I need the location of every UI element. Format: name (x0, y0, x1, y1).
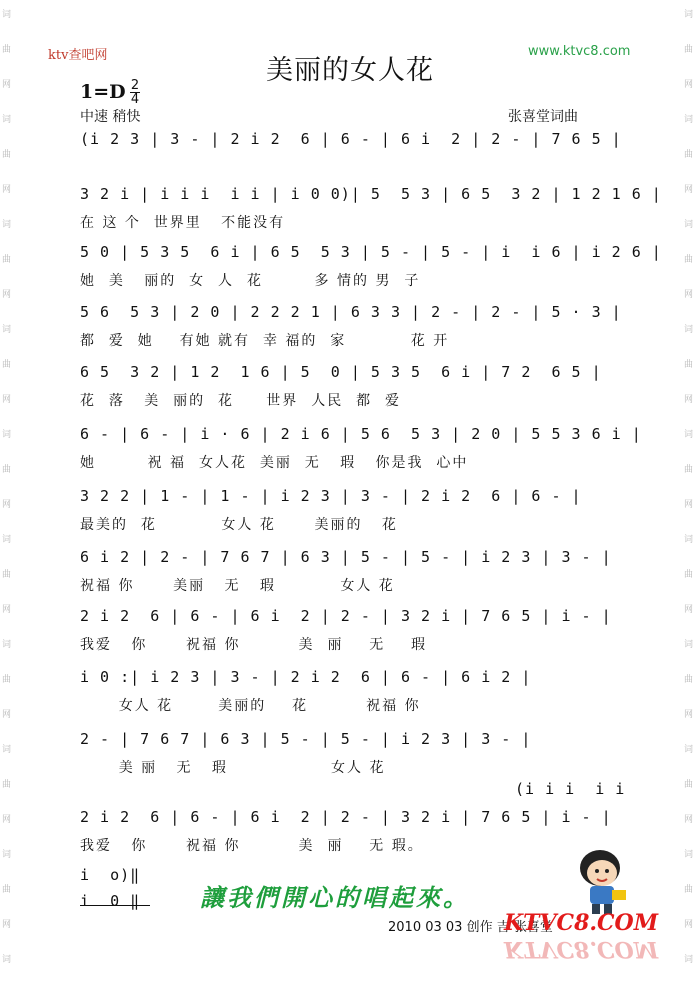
notation-row: 2 i 2 6 | 6 - | 6 i 2 | 2 - | 3 2 i | 7 6 5 | i - | (80, 808, 612, 826)
watermark-glyph: 网 (684, 920, 694, 930)
slogan: 讓我們開心的唱起來。 (200, 884, 470, 912)
lyrics-row: 她 美 丽的 女 人 花 多 情的 男 子 (80, 273, 421, 289)
watermark-glyph: 网 (684, 395, 694, 405)
notation-row: 6 - | 6 - | i · 6 | 2 i 6 | 5 6 5 3 | 2 0 | 5 5 3 6 i | (80, 425, 642, 443)
lyrics-row: 我爱 你 祝福 你 美 丽 无 瑕。 (80, 838, 424, 854)
watermark-glyph: 网 (684, 500, 694, 510)
watermark-glyph: 曲 (2, 360, 12, 370)
lyrics-row: 最美的 花 女人 花 美丽的 花 (80, 517, 398, 533)
watermark-glyph: 网 (2, 500, 12, 510)
logo-reflection: KTVC8.COM (504, 936, 659, 962)
footer-date-credit: 2010 03 03 创作 吉 张喜堂 (388, 920, 553, 935)
watermark-glyph: 曲 (684, 360, 694, 370)
watermark-glyph: 词 (684, 10, 694, 20)
watermark-glyph: 词 (2, 850, 12, 860)
notation-row: i 0 :| i 2 3 | 3 - | 2 i 2 6 | 6 - | 6 i 2 | (80, 668, 532, 686)
ktvc8-logo (500, 906, 659, 966)
lyrics-row: 我爱 你 祝福 你 美 丽 无 瑕 (80, 637, 428, 653)
watermark-glyph: 曲 (684, 885, 694, 895)
lyrics-row: 在 这 个 世界里 不能没有 (80, 215, 286, 231)
watermark-glyph: 词 (684, 745, 694, 755)
watermark-glyph: 网 (684, 80, 694, 90)
notation-row: 2 - | 7 6 7 | 6 3 | 5 - | 5 - | i 2 3 | 3 - | (80, 730, 532, 748)
notation-row: (i 2 3 | 3 - | 2 i 2 6 | 6 - | 6 i 2 | 2 - | 7 6 5 | (80, 130, 622, 148)
watermark-glyph: 曲 (2, 465, 12, 475)
watermark-glyph: 曲 (2, 570, 12, 580)
watermark-glyph: 曲 (2, 675, 12, 685)
notation-row: 3 2 2 | 1 - | 1 - | i 2 3 | 3 - | 2 i 2 6 | 6 - | (80, 487, 582, 505)
meter-top: 2 (130, 78, 140, 93)
watermark-glyph: 词 (2, 745, 12, 755)
watermark-glyph: 网 (684, 185, 694, 195)
watermark-glyph: 曲 (684, 675, 694, 685)
notation-row: 5 6 5 3 | 2 0 | 2 2 2 1 | 6 3 3 | 2 - | 2 - | 5 · 3 | (80, 303, 622, 321)
watermark-glyph: 网 (2, 395, 12, 405)
watermark-glyph: 网 (2, 80, 12, 90)
watermark-glyph: 词 (2, 535, 12, 545)
watermark-glyph: 词 (684, 115, 694, 125)
ending-notes-bottom: i 0 ‖ (80, 892, 141, 910)
watermark-glyph: 曲 (2, 45, 12, 55)
notation-row: 3 2 i | i i i i i | i 0 0)| 5 5 3 | 6 5 3 2 | 1 2 1 6 | (80, 185, 662, 203)
ending-notes-top: i o)‖ (80, 866, 141, 884)
key-signature: 1=D (80, 81, 126, 103)
watermark-glyph: 网 (2, 290, 12, 300)
lyrics-row: 都 爱 她 有她 就有 幸 福的 家 花 开 (80, 333, 450, 349)
watermark-glyph: 词 (684, 535, 694, 545)
notation-row: 6 5 3 2 | 1 2 1 6 | 5 0 | 5 3 5 6 i | 7 2 6 5 | (80, 363, 602, 381)
author-credit: 张喜堂词曲 (508, 109, 578, 125)
notation-row: 2 i 2 6 | 6 - | 6 i 2 | 2 - | 3 2 i | 7 6 5 | i - | (80, 607, 612, 625)
lyrics-row: 祝福 你 美丽 无 瑕 女人 花 (80, 578, 395, 594)
watermark-glyph: 词 (2, 325, 12, 335)
watermark-glyph: 网 (684, 605, 694, 615)
watermark-glyph: 词 (684, 640, 694, 650)
watermark-glyph: 词 (684, 430, 694, 440)
right-watermark-column (684, 0, 698, 1000)
watermark-glyph: 曲 (684, 150, 694, 160)
watermark-glyph: 网 (2, 185, 12, 195)
ossia-notes: (i i i i i (515, 780, 626, 798)
song-title: 美丽的女人花 (266, 55, 434, 86)
meter-bottom: 4 (130, 92, 140, 107)
watermark-glyph: 词 (2, 640, 12, 650)
watermark-glyph: 曲 (684, 780, 694, 790)
time-signature (130, 79, 140, 106)
watermark-glyph: 词 (2, 10, 12, 20)
watermark-glyph: 曲 (2, 150, 12, 160)
notation-row: 5 0 | 5 3 5 6 i | 6 5 5 3 | 5 - | 5 - | i i 6 | i 2 6 | (80, 243, 662, 261)
watermark-glyph: 曲 (2, 885, 12, 895)
watermark-glyph: 词 (684, 325, 694, 335)
watermark-glyph: 词 (2, 955, 12, 965)
watermark-glyph: 曲 (684, 570, 694, 580)
lyrics-row: 美 丽 无 瑕 女人 花 (80, 760, 386, 776)
watermark-glyph: 曲 (684, 45, 694, 55)
watermark-glyph: 网 (684, 290, 694, 300)
watermark-glyph: 网 (2, 710, 12, 720)
watermark-glyph: 网 (2, 815, 12, 825)
watermark-glyph: 曲 (2, 780, 12, 790)
watermark-glyph: 词 (2, 430, 12, 440)
watermark-glyph: 词 (684, 220, 694, 230)
lyrics-row: 花 落 美 丽的 花 世界 人民 都 爱 (80, 393, 402, 409)
watermark-glyph: 网 (2, 605, 12, 615)
watermark-glyph: 词 (684, 850, 694, 860)
watermark-glyph: 网 (684, 815, 694, 825)
site-right-url[interactable]: www.ktvc8.com (528, 44, 631, 59)
site-left-logo-text[interactable]: ktv查吧网 (48, 48, 108, 63)
lyrics-row: 她 祝 福 女人花 美丽 无 瑕 你是我 心中 (80, 455, 469, 471)
watermark-glyph: 词 (2, 115, 12, 125)
logo-text: KTVC8.COM (504, 910, 659, 936)
watermark-glyph: 曲 (684, 465, 694, 475)
lyrics-row: 女人 花 美丽的 花 祝福 你 (80, 698, 421, 714)
watermark-glyph: 曲 (2, 255, 12, 265)
watermark-glyph: 词 (2, 220, 12, 230)
watermark-glyph: 曲 (684, 255, 694, 265)
tempo-marking: 中速 稍快 (80, 109, 141, 125)
left-watermark-column (2, 0, 16, 1000)
notation-row: 6 i 2 | 2 - | 7 6 7 | 6 3 | 5 - | 5 - | i 2 3 | 3 - | (80, 548, 612, 566)
watermark-glyph: 网 (684, 710, 694, 720)
watermark-glyph: 网 (2, 920, 12, 930)
watermark-glyph: 词 (684, 955, 694, 965)
